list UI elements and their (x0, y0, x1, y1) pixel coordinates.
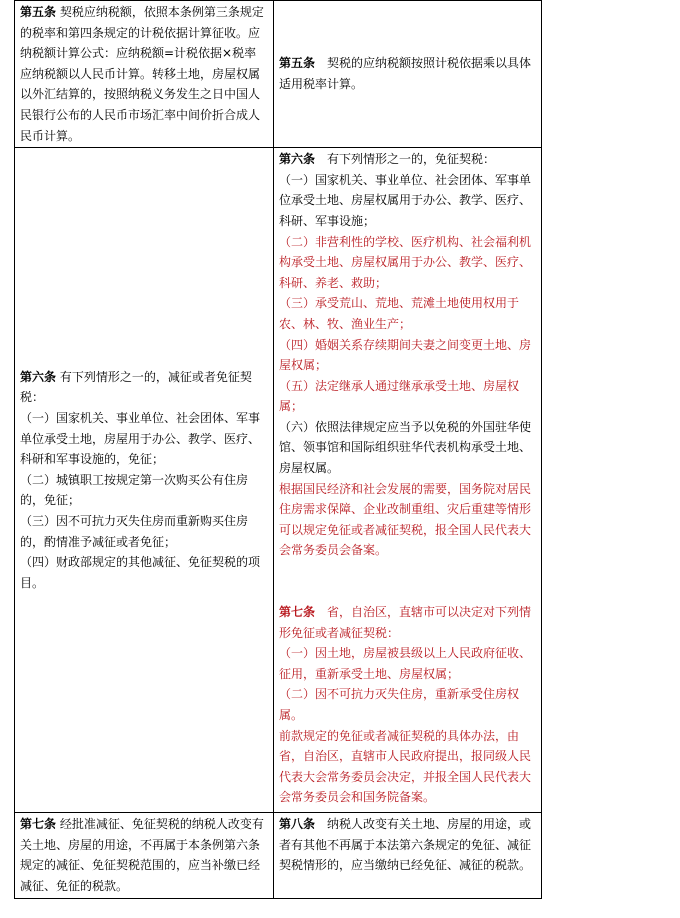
article-text: 经批准减征、免征契税的纳税人改变有关土地、房屋的用途，不再属于本条例第六条规定的减征、免征契税范围的，应当补缴已经减征、免征的税款。 (20, 817, 264, 893)
old-article-6-intro (20, 367, 269, 408)
new-article-8 (279, 814, 537, 876)
list-item-changed: （五）法定继承人通过继承承受土地、房屋权属； (279, 378, 520, 414)
article-heading: 第六条 (279, 152, 316, 167)
table-row (15, 1, 542, 148)
comparison-table (14, 0, 542, 899)
article-text: 有下列情形之一的，减征或者免征契税： (20, 369, 252, 405)
article-text: 契税的应纳税额按照计税依据乘以具体适用税率计算。 (279, 56, 532, 92)
list-item-changed: （三）承受荒山、荒地、荒滩土地使用权用于农、林、牧、渔业生产； (279, 296, 520, 331)
article-text: 有下列情形之一的，免征契税： (315, 152, 496, 167)
new-article-7-intro (279, 602, 537, 643)
new-article-5-cell (274, 1, 542, 148)
list-item: （一）国家机关、事业单位、社会团体、军事单位承受土地，房屋用于办公、教学、医疗、科研和军事设施的，免征； (20, 411, 261, 467)
list-item: （六）依照法律规定应当予以免税的外国驻华使馆、领事馆和国际组织驻华代表机构承受土地、房屋权属。 (279, 419, 532, 476)
article-heading: 第七条 (20, 817, 57, 832)
old-article-7-cell (15, 813, 274, 898)
table-row (15, 148, 542, 813)
article-heading: 第五条 (20, 5, 57, 19)
article-heading: 第八条 (279, 817, 316, 832)
list-item: （二）城镇职工按规定第一次购买公有住房的，免征； (20, 472, 249, 508)
spacer (279, 561, 537, 602)
old-article-6-cell (15, 148, 274, 813)
old-article-7 (20, 814, 269, 896)
new-article-6-intro (279, 149, 537, 170)
article-text: 省，自治区，直辖市可以决定对下列情形免征或者减征契税： (279, 605, 532, 640)
article-heading: 第七条 (279, 605, 316, 620)
article-heading: 第六条 (20, 369, 57, 384)
list-item: （一）国家机关、事业单位、社会团体、军事单位承受土地、房屋权属用于办公、教学、医疗、科研、军事设施； (279, 172, 532, 228)
list-item: （三）因不可抗力灭失住房而重新购买住房的，酌情准予减征或者免征； (20, 514, 249, 549)
list-item-changed: （一）因土地，房屋被县级以上人民政府征收、征用，重新承受土地、房屋权属； (279, 646, 532, 681)
list-item: （四）财政部规定的其他减征、免征契税的项目。 (20, 555, 261, 590)
new-article-6-7-cell (274, 148, 542, 813)
article-text: 契税应纳税额，依照本条例第三条规定的税率和第四条规定的计税依据计算征收。应纳税额计算公式：应纳税额=计税依据×税率 应纳税额以人民币计算。转移土地，房屋权属以外汇结算的，按照纳税义务发生之日中国人民银行公布的人民币市场汇率中间价折合成人民币计算。 (20, 5, 264, 143)
new-article-5 (279, 53, 537, 94)
article-text: 纳税人改变有关土地、房屋的用途，或者有其他不再属于本法第六条规定的免征、减征契税情形的，应当缴纳已经免征、减征的税款。 (279, 817, 532, 873)
added-paragraph: 根据国民经济和社会发展的需要，国务院对居民住房需求保障、企业改制重组、灾后重建等情形可以规定免征或者减征契税，报全国人民代表大会常务委员会备案。 (279, 481, 532, 558)
list-item-changed: （二）因不可抗力灭失住房，重新承受住房权属。 (279, 687, 520, 722)
old-article-5-cell (15, 1, 274, 148)
list-item-changed: （四）婚姻关系存续期间夫妻之间变更土地、房屋权属； (279, 337, 532, 373)
list-item-changed: （二）非营利性的学校、医疗机构、社会福利机构承受土地、房屋权属用于办公、教学、医疗、科研、养老、救助； (279, 234, 532, 290)
added-paragraph: 前款规定的免征或者减征契税的具体办法，由省，自治区，直辖市人民政府提出，报同级人民代表大会常务委员会决定，并报全国人民代表大会常务委员会和国务院备案。 (279, 728, 532, 805)
old-article-5 (20, 2, 269, 146)
table-row (15, 813, 542, 898)
article-heading: 第五条 (279, 56, 316, 71)
new-article-8-cell (274, 813, 542, 898)
